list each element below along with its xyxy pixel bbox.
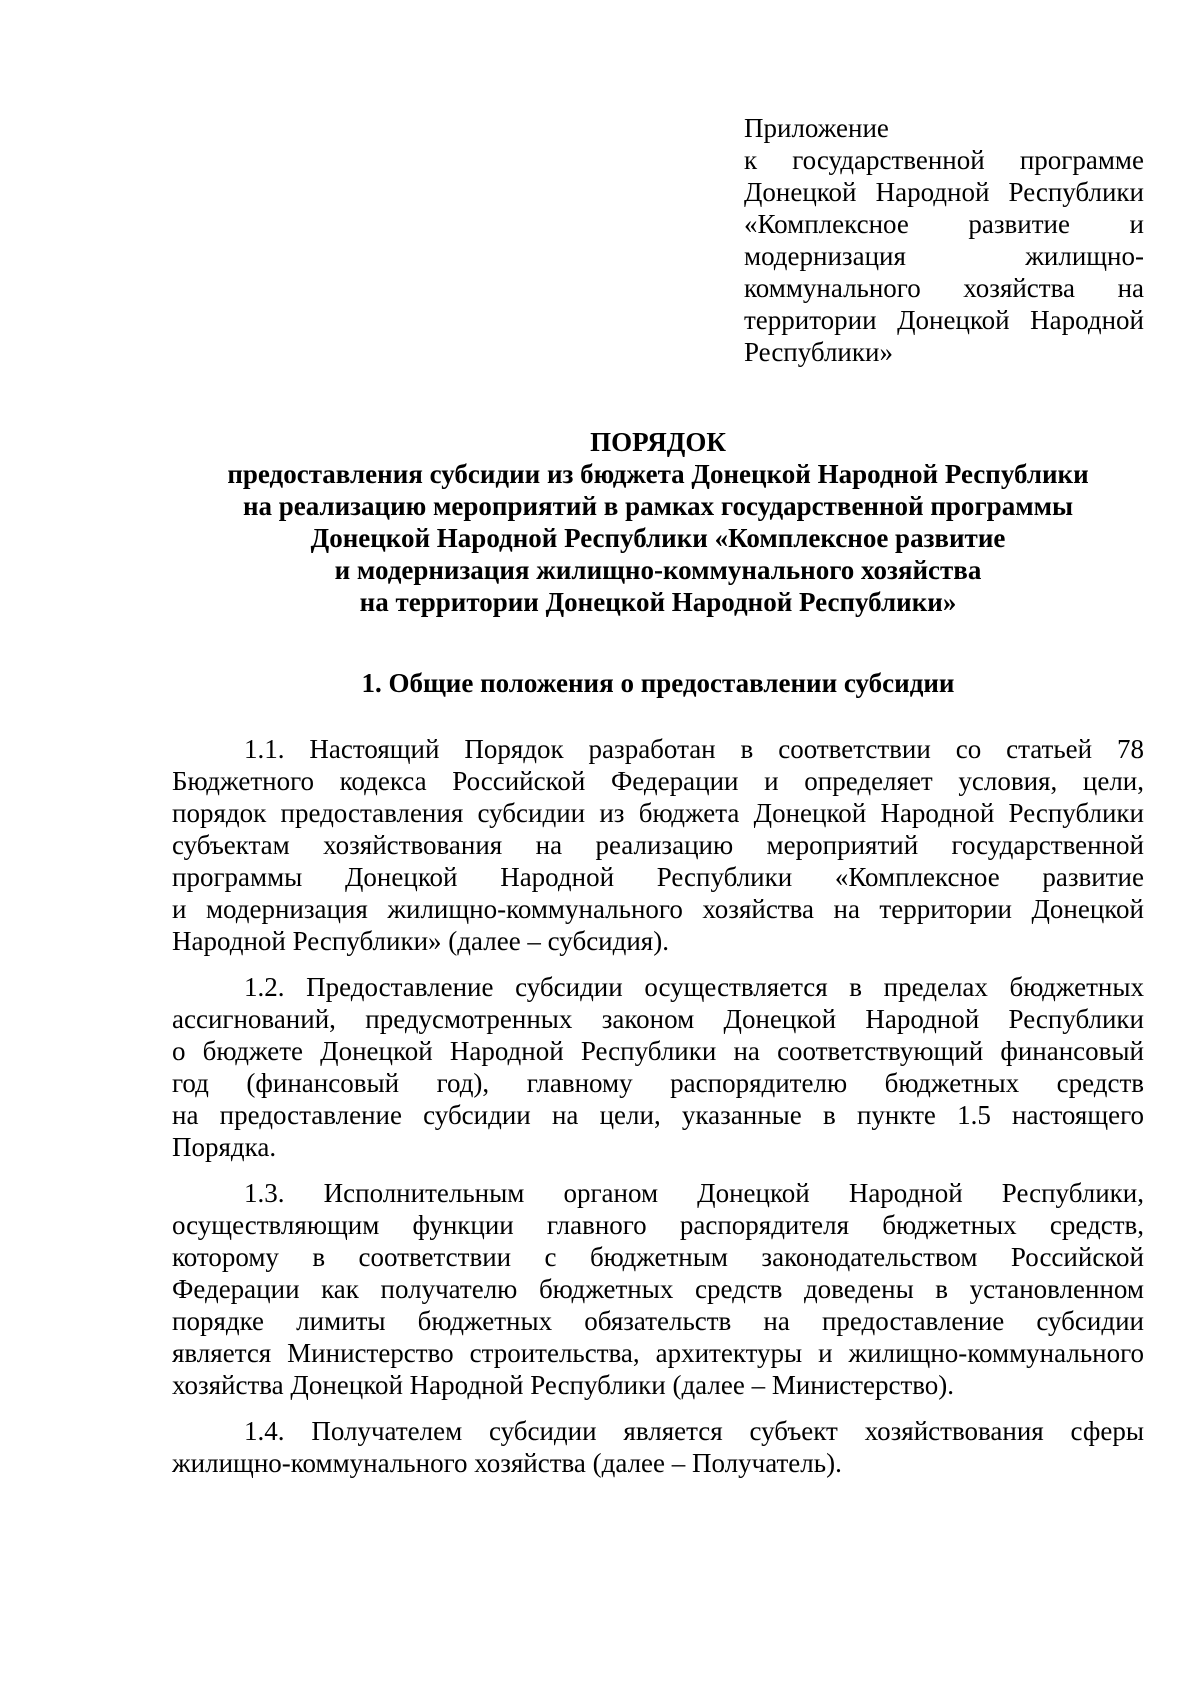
appendix-line: Республики» — [744, 337, 893, 367]
paragraph-line: Бюджетного кодекса Российской Федерации и определяет условия, цели, — [172, 766, 1144, 796]
paragraph-line: 1.2. Предоставление субсидии осуществляется в пределах бюджетных — [244, 972, 1144, 1002]
title-line: предоставления субсидии из бюджета Донецкой Народной Республики — [227, 459, 1089, 489]
paragraph-line: 1.3. Исполнительным органом Донецкой Народной Республики, — [244, 1178, 1144, 1208]
title-line: на территории Донецкой Народной Республики» — [359, 587, 957, 617]
title-line: ПОРЯДОК — [590, 427, 726, 457]
paragraph-line: порядок предоставления субсидии из бюджета Донецкой Народной Республики — [172, 798, 1144, 828]
paragraph-line: Федерации как получателю бюджетных средств доведены в установленном — [172, 1274, 1144, 1304]
appendix-line: Донецкой Народной Республики — [744, 177, 1144, 207]
paragraph-line: жилищно-коммунального хозяйства (далее – Получатель). — [172, 1448, 842, 1478]
appendix-note — [744, 112, 1144, 368]
title-line: и модернизация жилищно-коммунального хозяйства — [334, 555, 982, 585]
appendix-line: «Комплексное развитие и — [744, 209, 1144, 239]
title-line: Донецкой Народной Республики «Комплексное развитие — [310, 523, 1006, 553]
document-title — [172, 426, 1144, 618]
paragraph-line: Порядка. — [172, 1132, 277, 1162]
paragraph-line: порядке лимиты бюджетных обязательств на предоставление субсидии — [172, 1306, 1144, 1336]
section-heading: 1. Общие положения о предоставлении субсидии — [361, 668, 955, 698]
title-line: на реализацию мероприятий в рамках государственной программы — [242, 491, 1074, 521]
paragraph-line: субъектам хозяйствования на реализацию мероприятий государственной — [172, 830, 1144, 860]
paragraph-line: Народной Республики» (далее – субсидия). — [172, 926, 669, 956]
paragraph-line: о бюджете Донецкой Народной Республики на соответствующий финансовый — [172, 1036, 1144, 1066]
paragraph-line: хозяйства Донецкой Народной Республики (далее – Министерство). — [172, 1370, 955, 1400]
paragraph-line: 1.4. Получателем субсидии является субъект хозяйствования сферы — [244, 1416, 1144, 1446]
paragraph-1-4 — [172, 1415, 1144, 1479]
paragraph-1-1 — [172, 733, 1144, 957]
paragraph-line: год (финансовый год), главному распорядителю бюджетных средств — [172, 1068, 1144, 1098]
paragraph-line: 1.1. Настоящий Порядок разработан в соответствии со статьей 78 — [244, 734, 1144, 764]
paragraph-line: ассигнований, предусмотренных законом Донецкой Народной Республики — [172, 1004, 1144, 1034]
appendix-line: модернизация жилищно- — [744, 241, 1144, 271]
appendix-line: территории Донецкой Народной — [744, 305, 1144, 335]
appendix-line: коммунального хозяйства на — [744, 273, 1144, 303]
paragraph-line: является Министерство строительства, архитектуры и жилищно-коммунального — [172, 1338, 1144, 1368]
section-body — [172, 733, 1144, 1493]
paragraph-line: на предоставление субсидии на цели, указанные в пункте 1.5 настоящего — [172, 1100, 1144, 1130]
appendix-line: Приложение — [744, 113, 889, 143]
paragraph-line: осуществляющим функции главного распорядителя бюджетных средств, — [172, 1210, 1144, 1240]
paragraph-line: которому в соответствии с бюджетным законодательством Российской — [172, 1242, 1144, 1272]
paragraph-1-3 — [172, 1177, 1144, 1401]
paragraph-line: и модернизация жилищно-коммунального хозяйства на территории Донецкой — [172, 894, 1144, 924]
paragraph-1-2 — [172, 971, 1144, 1163]
paragraph-line: программы Донецкой Народной Республики «Комплексное развитие — [172, 862, 1144, 892]
appendix-line: к государственной программе — [744, 145, 1144, 175]
